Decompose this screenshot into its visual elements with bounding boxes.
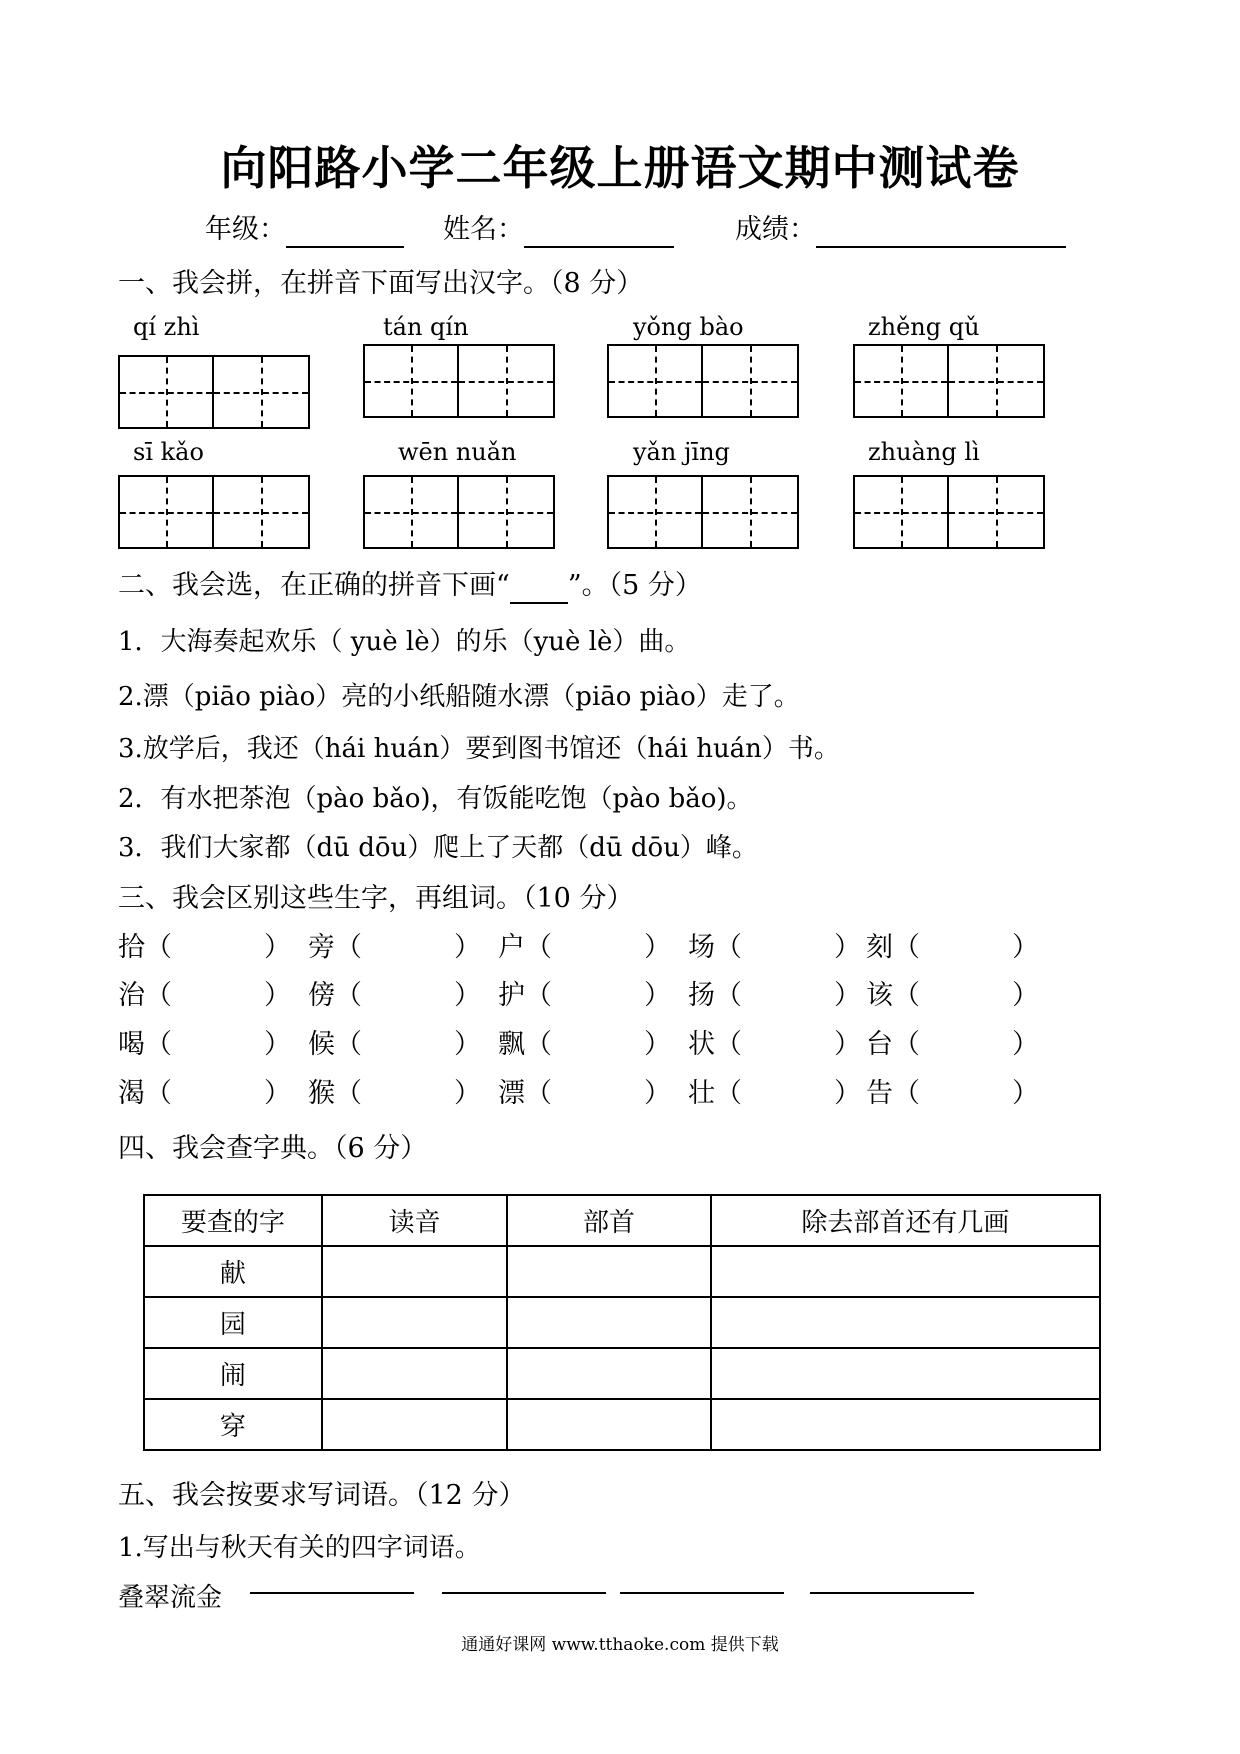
study-char: 该 (866, 980, 893, 1011)
stroke-count-cell[interactable] (711, 1399, 1100, 1450)
choice-item[interactable]: 2.漂（piāo piào）亮的小纸船随水漂（piāo piào）走了。 (118, 682, 800, 712)
grade-blank[interactable] (286, 218, 404, 248)
pinyin-label: qí zhì (133, 313, 200, 341)
char-group (118, 1027, 291, 1063)
choice-item[interactable]: 1．大海奏起欢乐（ yuè lè）的乐（yuè lè）曲。 (118, 627, 691, 657)
writing-grid[interactable] (607, 475, 799, 549)
pinyin-label: yǎn jīng (633, 438, 730, 466)
open-paren: （ (893, 980, 920, 1011)
pinyin-label: tán qín (383, 313, 469, 341)
writing-grid[interactable] (363, 475, 555, 549)
open-paren: （ (335, 1078, 362, 1109)
open-paren: （ (893, 1078, 920, 1109)
table-header-row (144, 1195, 1100, 1246)
table-row (144, 1348, 1100, 1399)
close-paren: ） (644, 980, 671, 1011)
study-char: 壮 (688, 1078, 715, 1109)
open-paren: （ (893, 1029, 920, 1060)
table-header: 除去部首还有几画 (711, 1195, 1100, 1246)
radical-cell[interactable] (507, 1246, 711, 1297)
char-group (688, 1027, 861, 1063)
writing-cell[interactable] (214, 357, 308, 427)
word-blank[interactable] (620, 1592, 784, 1594)
close-paren: ） (264, 1029, 291, 1060)
close-paren: ） (264, 980, 291, 1011)
close-paren: ） (644, 1078, 671, 1109)
close-paren: ） (454, 1078, 481, 1109)
close-paren: ） (1012, 1078, 1039, 1109)
study-char: 状 (688, 1029, 715, 1060)
writing-cell[interactable] (703, 346, 797, 416)
close-paren: ） (834, 980, 861, 1011)
char-group (688, 930, 861, 966)
open-paren: （ (525, 1029, 552, 1060)
open-paren: （ (525, 932, 552, 963)
open-paren: （ (525, 980, 552, 1011)
study-char: 告 (866, 1078, 893, 1109)
open-paren: （ (715, 1029, 742, 1060)
footer-credit: 通通好课网 www.tthaoke.com 提供下载 (461, 1635, 779, 1655)
writing-cell[interactable] (855, 477, 949, 547)
writing-cell[interactable] (459, 477, 553, 547)
name-label: 姓名： (443, 214, 524, 245)
close-paren: ） (264, 932, 291, 963)
pinyin-label: zhuàng lì (868, 438, 980, 466)
study-char: 拾 (118, 932, 145, 963)
word-blank[interactable] (250, 1592, 414, 1594)
section2-heading-after: ”。（5 分） (567, 570, 702, 601)
table-row (144, 1297, 1100, 1348)
name-field (443, 212, 674, 248)
score-label: 成绩： (735, 214, 816, 245)
writing-cell[interactable] (949, 477, 1043, 547)
example-word: 叠翠流金 (118, 1583, 223, 1613)
choice-item[interactable]: 2．有水把茶泡（pào bǎo)，有饭能吃饱（pào bǎo)。 (118, 784, 753, 814)
writing-cell[interactable] (609, 346, 703, 416)
char-group (498, 930, 671, 966)
char-group (308, 1027, 481, 1063)
char-group (866, 1076, 1039, 1112)
study-char: 猴 (308, 1078, 335, 1109)
radical-cell[interactable] (507, 1297, 711, 1348)
char-group (688, 978, 861, 1014)
study-char: 刻 (866, 932, 893, 963)
section2-heading (118, 568, 702, 604)
table-header: 部首 (507, 1195, 711, 1246)
lookup-char: 献 (144, 1246, 322, 1297)
section5-item1: 1.写出与秋天有关的四字词语。 (118, 1533, 481, 1563)
table-header: 读音 (322, 1195, 508, 1246)
section4-heading: 四、我会查字典。（6 分） (118, 1133, 428, 1164)
pronunciation-cell[interactable] (322, 1399, 508, 1450)
writing-cell[interactable] (949, 346, 1043, 416)
choice-item[interactable]: 3．我们大家都（dū dōu）爬上了天都（dū dōu）峰。 (118, 833, 758, 863)
study-char: 场 (688, 932, 715, 963)
section1-heading: 一、我会拼，在拼音下面写出汉字。（8 分） (118, 268, 644, 299)
close-paren: ） (644, 1029, 671, 1060)
close-paren: ） (834, 1029, 861, 1060)
study-char: 护 (498, 980, 525, 1011)
section3-heading: 三、我会区别这些生字，再组词。（10 分） (118, 883, 634, 914)
pinyin-label: yǒng bào (633, 313, 744, 341)
open-paren: （ (335, 1029, 362, 1060)
char-group (498, 978, 671, 1014)
study-char: 渴 (118, 1078, 145, 1109)
score-field (735, 212, 1066, 248)
open-paren: （ (715, 1078, 742, 1109)
close-paren: ） (454, 932, 481, 963)
section2-heading-before: 二、我会选，在正确的拼音下画“ (118, 570, 510, 601)
open-paren: （ (145, 980, 172, 1011)
open-paren: （ (145, 1029, 172, 1060)
lookup-char: 园 (144, 1297, 322, 1348)
close-paren: ） (1012, 1029, 1039, 1060)
open-paren: （ (525, 1078, 552, 1109)
grade-label: 年级： (205, 214, 286, 245)
writing-cell[interactable] (365, 346, 459, 416)
char-group (498, 1076, 671, 1112)
radical-cell[interactable] (507, 1348, 711, 1399)
open-paren: （ (335, 932, 362, 963)
study-char: 户 (498, 932, 525, 963)
writing-cell[interactable] (214, 477, 308, 547)
char-group (866, 978, 1039, 1014)
open-paren: （ (145, 932, 172, 963)
lookup-char: 穿 (144, 1399, 322, 1450)
close-paren: ） (1012, 980, 1039, 1011)
close-paren: ） (834, 932, 861, 963)
study-char: 傍 (308, 980, 335, 1011)
choice-item[interactable]: 3.放学后，我还（hái huán）要到图书馆还（hái huán）书。 (118, 734, 840, 764)
open-paren: （ (715, 980, 742, 1011)
writing-grid[interactable] (607, 344, 799, 418)
writing-cell[interactable] (365, 477, 459, 547)
lookup-char: 闹 (144, 1348, 322, 1399)
study-char: 飘 (498, 1029, 525, 1060)
char-group (308, 978, 481, 1014)
table-header: 要查的字 (144, 1195, 322, 1246)
char-group (688, 1076, 861, 1112)
writing-cell[interactable] (609, 477, 703, 547)
writing-cell[interactable] (855, 346, 949, 416)
name-blank[interactable] (524, 218, 674, 248)
stroke-count-cell[interactable] (711, 1348, 1100, 1399)
writing-grid[interactable] (118, 475, 310, 549)
table-row (144, 1246, 1100, 1297)
char-group (308, 930, 481, 966)
close-paren: ） (1012, 932, 1039, 963)
close-paren: ） (264, 1078, 291, 1109)
close-paren: ） (644, 932, 671, 963)
writing-grid[interactable] (853, 344, 1045, 418)
study-char: 台 (866, 1029, 893, 1060)
char-group (118, 1076, 291, 1112)
writing-grid[interactable] (118, 355, 310, 429)
study-char: 扬 (688, 980, 715, 1011)
close-paren: ） (834, 1078, 861, 1109)
close-paren: ） (454, 1029, 481, 1060)
word-blank[interactable] (810, 1592, 974, 1594)
section5-heading: 五、我会按要求写词语。（12 分） (118, 1480, 526, 1511)
study-char: 治 (118, 980, 145, 1011)
pronunciation-cell[interactable] (322, 1246, 508, 1297)
writing-cell[interactable] (459, 346, 553, 416)
grade-field (205, 212, 404, 248)
pinyin-label: zhěng qǔ (868, 313, 980, 341)
stroke-count-cell[interactable] (711, 1297, 1100, 1348)
writing-cell[interactable] (703, 477, 797, 547)
open-paren: （ (145, 1078, 172, 1109)
study-char: 漂 (498, 1078, 525, 1109)
char-group (866, 1027, 1039, 1063)
close-paren: ） (454, 980, 481, 1011)
underline-sample (510, 576, 568, 604)
open-paren: （ (715, 932, 742, 963)
writing-grid[interactable] (363, 344, 555, 418)
stroke-count-cell[interactable] (711, 1246, 1100, 1297)
open-paren: （ (335, 980, 362, 1011)
score-blank[interactable] (816, 218, 1066, 248)
writing-cell[interactable] (120, 357, 214, 427)
char-group (308, 1076, 481, 1112)
study-char: 旁 (308, 932, 335, 963)
pronunciation-cell[interactable] (322, 1297, 508, 1348)
writing-grid[interactable] (853, 475, 1045, 549)
pinyin-label: wēn nuǎn (398, 438, 517, 466)
char-group (866, 930, 1039, 966)
char-group (118, 930, 291, 966)
study-char: 候 (308, 1029, 335, 1060)
pronunciation-cell[interactable] (322, 1348, 508, 1399)
pinyin-label: sī kǎo (133, 438, 204, 466)
radical-cell[interactable] (507, 1399, 711, 1450)
open-paren: （ (893, 932, 920, 963)
word-blank[interactable] (442, 1592, 606, 1594)
study-char: 喝 (118, 1029, 145, 1060)
page-title: 向阳路小学二年级上册语文期中测试卷 (220, 141, 1020, 195)
writing-cell[interactable] (120, 477, 214, 547)
char-group (498, 1027, 671, 1063)
table-row (144, 1399, 1100, 1450)
dictionary-table (143, 1194, 1101, 1451)
char-group (118, 978, 291, 1014)
